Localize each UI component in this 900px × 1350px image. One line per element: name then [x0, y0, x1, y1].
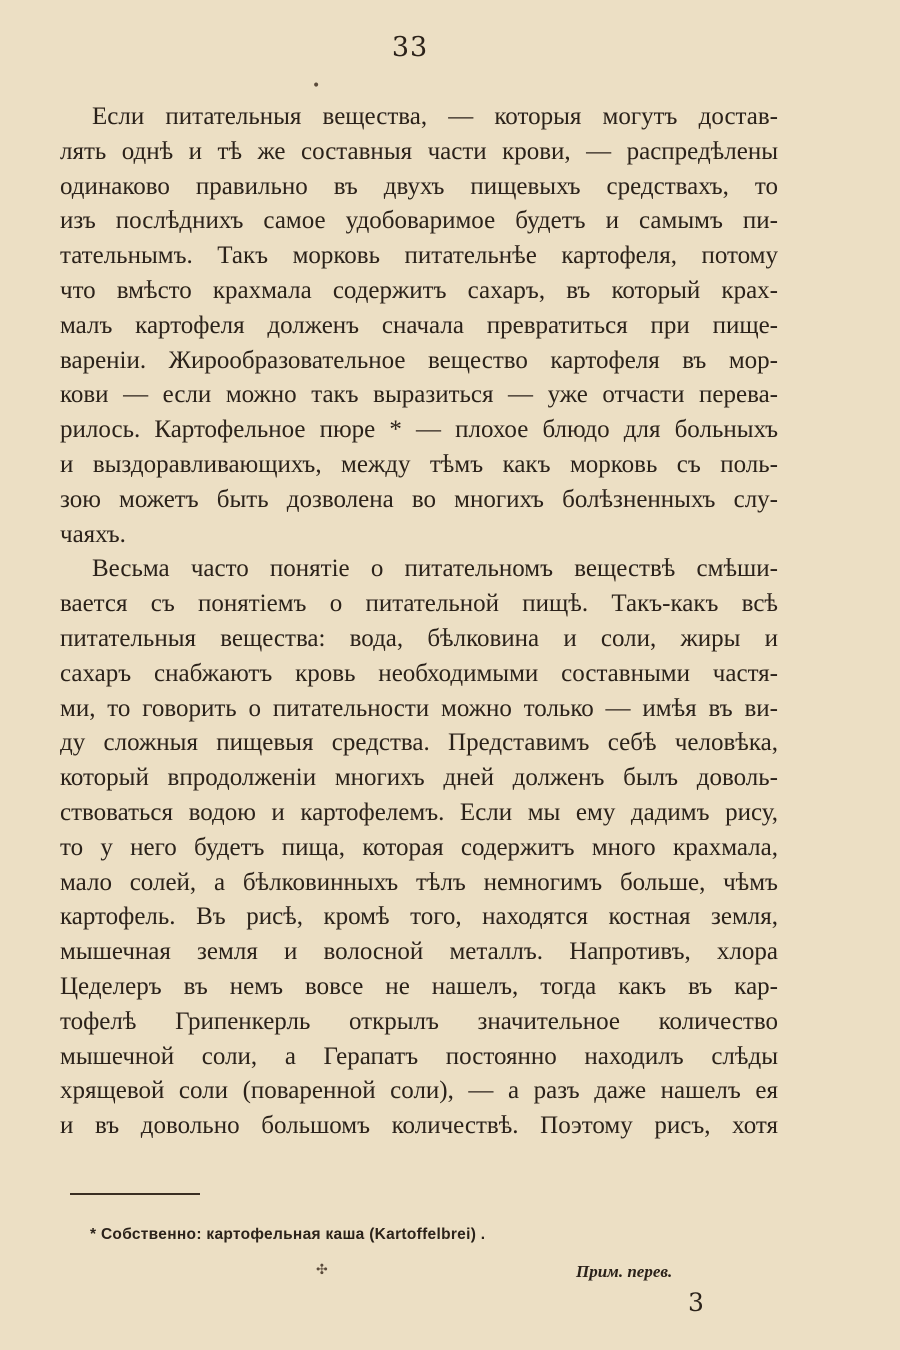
- text-line: зою можетъ быть дозволена во многихъ болѣзненныхъ слу-: [60, 485, 778, 513]
- text-line: Если питательныя вещества, — которыя могутъ достав-: [92, 103, 778, 130]
- text-line: мало солей, а бѣлковинныхъ тѣлъ немногимъ больше, чѣмъ: [60, 868, 778, 896]
- text-line: питательныя вещества: вода, бѣлковина и соли, жиры и: [60, 624, 778, 652]
- text-line: что вмѣсто крахмала содержитъ сахаръ, въ который крах-: [60, 276, 778, 304]
- text-line: вареніи. Жирообразовательное вещество картофеля въ мор-: [60, 346, 778, 374]
- text-line: малъ картофеля долженъ сначала превратиться при пище-: [60, 311, 778, 339]
- text-line: тофелѣ Грипенкерль открылъ значительное количество: [60, 1007, 778, 1035]
- text-line: ду сложныя пищевыя средства. Представимъ себѣ человѣка,: [60, 729, 778, 757]
- signature-mark: 3: [688, 1288, 704, 1317]
- text-line: картофель. Въ рисѣ, кромѣ того, находятся костная земля,: [60, 903, 778, 931]
- text-line: одинаково правильно въ двухъ пищевыхъ средствахъ, то: [60, 172, 778, 200]
- text-line: мышечная земля и волосной металлъ. Напротивъ, хлора: [60, 938, 778, 966]
- text-line: ми, то говорить о питательности можно только — имѣя въ ви-: [60, 694, 778, 722]
- text-line: кови — если можно такъ выразиться — уже отчасти перева-: [60, 381, 778, 409]
- footnote-divider: [70, 1193, 200, 1195]
- page-number: 33: [391, 32, 429, 63]
- text-line: рилось. Картофельное пюре * — плохое блюдо для больныхъ: [60, 416, 778, 444]
- text-line: и выздоравливающихъ, между тѣмъ какъ морковь съ поль-: [60, 450, 778, 478]
- ink-speck: •: [312, 78, 321, 94]
- text-line: то у него будетъ пища, которая содержитъ много крахмала,: [60, 833, 778, 861]
- text-line: тательнымъ. Такъ морковь питательнѣе картофеля, потому: [60, 242, 778, 270]
- text-line: ствоваться водою и картофелемъ. Если мы ему дадимъ рису,: [60, 798, 778, 826]
- text-line: сахаръ снабжаютъ кровь необходимыми составными частя-: [60, 659, 778, 687]
- footnote: * Собственно: картофельная каша (Kartoffelbrei) .: [90, 1226, 486, 1243]
- text-line: хрящевой соли (поваренной соли), — а разъ даже нашелъ ея: [60, 1077, 778, 1105]
- text-line: изъ послѣднихъ самое удобоваримое будетъ и самымъ пи-: [60, 207, 778, 235]
- text-line: чаяхъ.: [60, 520, 126, 548]
- text-line: который впродолженіи многихъ дней долженъ былъ доволь-: [60, 764, 778, 792]
- text-line: вается съ понятіемъ о питательной пищѣ. Такъ-какъ всѣ: [60, 590, 778, 618]
- ink-speck: ✣: [316, 1262, 328, 1278]
- text-line: лять однѣ и тѣ же составныя части крови, — распредѣлены: [60, 137, 778, 165]
- translator-note: Прим. перев.: [576, 1262, 673, 1281]
- text-line: мышечной соли, а Герапатъ постоянно находилъ слѣды: [60, 1042, 778, 1070]
- text-line: и въ довольно большомъ количествѣ. Поэтому рисъ, хотя: [60, 1112, 778, 1140]
- body-text: [60, 100, 778, 1144]
- text-line: Цеделеръ въ немъ вовсе не нашелъ, тогда какъ въ кар-: [60, 972, 778, 1000]
- text-line: Весьма часто понятіе о питательномъ веществѣ смѣши-: [92, 555, 778, 583]
